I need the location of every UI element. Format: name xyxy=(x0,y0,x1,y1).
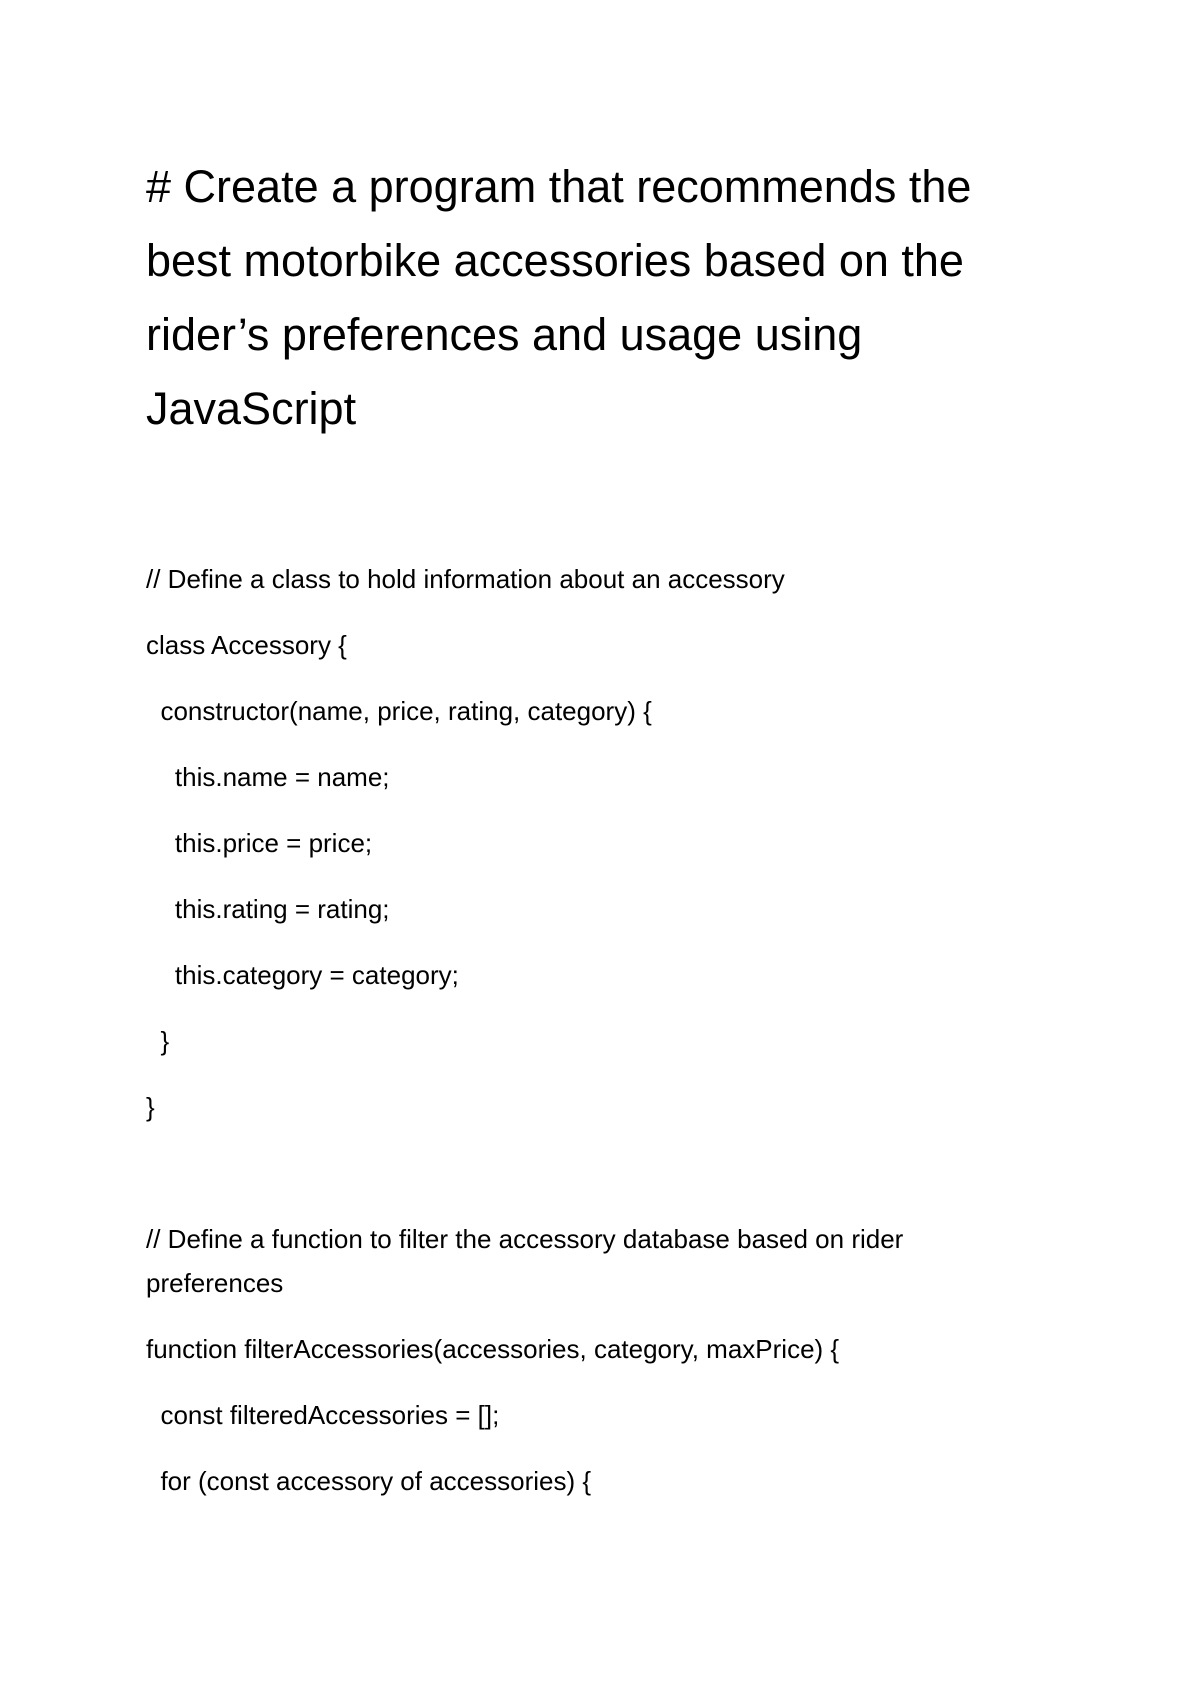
code-line: } xyxy=(146,1026,170,1056)
title-line: best motorbike accessories based on the xyxy=(146,235,964,286)
code-line: this.name = name; xyxy=(146,762,390,792)
code-line: const filteredAccessories = []; xyxy=(146,1400,500,1430)
title-line: # Create a program that recommends the xyxy=(146,161,972,212)
title-line: rider’s preferences and usage using xyxy=(146,309,863,360)
code-comment: // Define a function to filter the accessory database based on rider xyxy=(146,1224,904,1254)
code-line: this.category = category; xyxy=(146,960,459,990)
code-line: class Accessory { xyxy=(146,630,347,660)
code-line: function filterAccessories(accessories, category, maxPrice) { xyxy=(146,1334,840,1364)
code-comment: // Define a class to hold information about an accessory xyxy=(146,564,785,594)
code-line: this.rating = rating; xyxy=(146,894,390,924)
code-line: } xyxy=(146,1092,155,1122)
code-line: constructor(name, price, rating, category) { xyxy=(146,696,652,726)
title-line: JavaScript xyxy=(146,383,357,434)
code-line: this.price = price; xyxy=(146,828,373,858)
code-comment: preferences xyxy=(146,1268,284,1298)
document-title xyxy=(146,150,1076,446)
code-line: for (const accessory of accessories) { xyxy=(146,1466,592,1496)
